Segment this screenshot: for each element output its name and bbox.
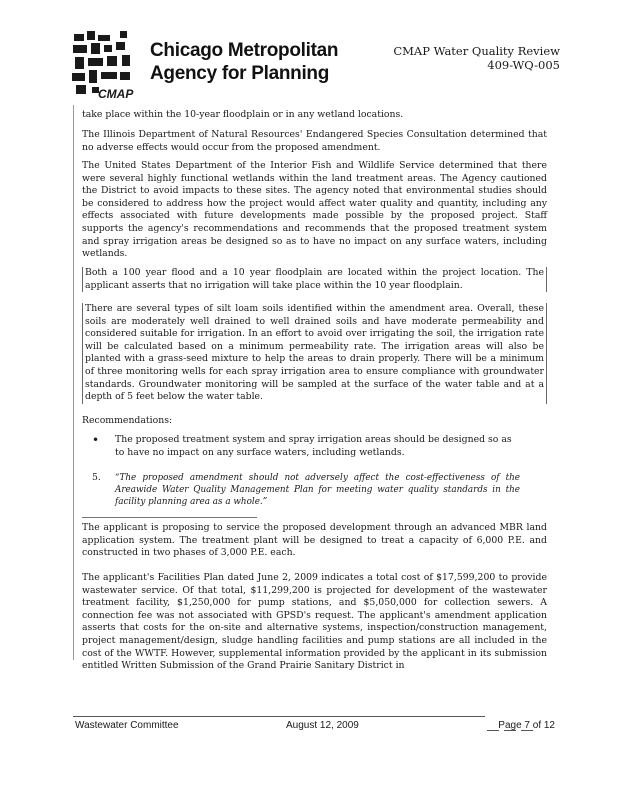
logo-text: CMAP	[98, 87, 134, 101]
document-number: 409-WQ-005	[487, 58, 560, 72]
footer-rule	[73, 716, 485, 717]
recommendations-label: Recommendations:	[82, 415, 173, 426]
footer-date: August 12, 2009	[286, 720, 359, 731]
paragraph-flood-box: Both a 100 year flood and a 10 year floodplain are located within the project location. The applicant asserts that no irrigation will take place within the 10 year floodplain.	[82, 267, 547, 292]
page-header	[0, 0, 619, 100]
document-title: CMAP Water Quality Review	[393, 44, 560, 58]
org-name-line2: Agency for Planning	[150, 63, 330, 84]
bullet-icon: •	[92, 433, 100, 447]
section-divider	[82, 517, 257, 518]
org-name-line1: Chicago Metropolitan	[150, 40, 339, 61]
paragraph-soils-box: There are several types of silt loam soils identified within the amendment area. Overall, these soils are moderately well drained to well drained soils and have moderate permeability and considered suitable for irrigation. In an effort to avoid over irrigating the soil, the irrigation rate will be calculated based on a minimum permeability rate. The irrigation areas will also be planted with a grass-seed mixture to help the areas to drain properly. There will be a minimum of three monitoring wells for each spray irrigation area to ensure compliance with groundwater standards. Groundwater monitoring will be sampled at the surface of the water table and at a depth of 5 feet below the water table.	[82, 303, 547, 404]
criterion-text: “The proposed amendment should not adversely affect the cost-effectiveness of the Areawide Water Quality Management Plan for meeting water quality standards in the facility planning area as a whole.”	[115, 473, 520, 507]
footer-committee: Wastewater Committee	[75, 720, 179, 731]
paragraph-facilities-plan: The applicant's Facilities Plan dated June 2, 2009 indicates a total cost of $17,599,200 to provide wastewater service. Of that total, $11,299,200 is projected for development of the wastewater treatment facility, $1,250,000 for pump stations, and $5,050,000 for collection sewers. A connection fee was not associated with GPSD's request. The applicant's amendment application asserts that costs for the on-site and alternative systems, inspection/construction management, project management/design, sludge handling facilities and pump stations are all included in the cost of the WWTF. However, supplemental information provided by the applicant in its submission entitled Written Submission of the Grand Prairie Sanitary District in	[82, 572, 547, 672]
criterion-number: 5.	[92, 472, 101, 483]
cmap-logo	[70, 28, 144, 102]
paragraph-floodplain-continued: take place within the 10-year floodplain or in any wetland locations.	[82, 109, 404, 120]
footer-dashes	[487, 716, 547, 717]
paragraph-mbr-system: The applicant is proposing to service the proposed development through an advanced MBR land application system. The treatment plant will be designed to treat a capacity of 6,000 P.E. and constructed in two phases of 3,000 P.E. each.	[82, 522, 547, 559]
paragraph-usfws: The United States Department of the Interior Fish and Wildlife Service determined that there were several highly functional wetlands within the land treatment areas. The Agency cautioned the District to avoid impacts to these sites. The agency noted that environmental studies should be considered to address how the project would affect water quality and quantity, including any effects associated with future developments made possible by the proposed project. Staff supports the agency's recommendations and recommends that the proposed treatment system and spray irrigation areas be designed so as to have no impact on any surface waters, including wetlands.	[82, 160, 547, 260]
paragraph-idnr: The Illinois Department of Natural Resources' Endangered Species Consultation determined that no adverse effects would occur from the proposed amendment.	[82, 129, 547, 153]
margin-rule	[73, 105, 74, 660]
footer-page-number: Page 7 of 12	[498, 720, 555, 731]
recommendation-item: The proposed treatment system and spray irrigation areas should be designed so as to have no impact on any surface waters, including wetlands.	[115, 434, 512, 458]
